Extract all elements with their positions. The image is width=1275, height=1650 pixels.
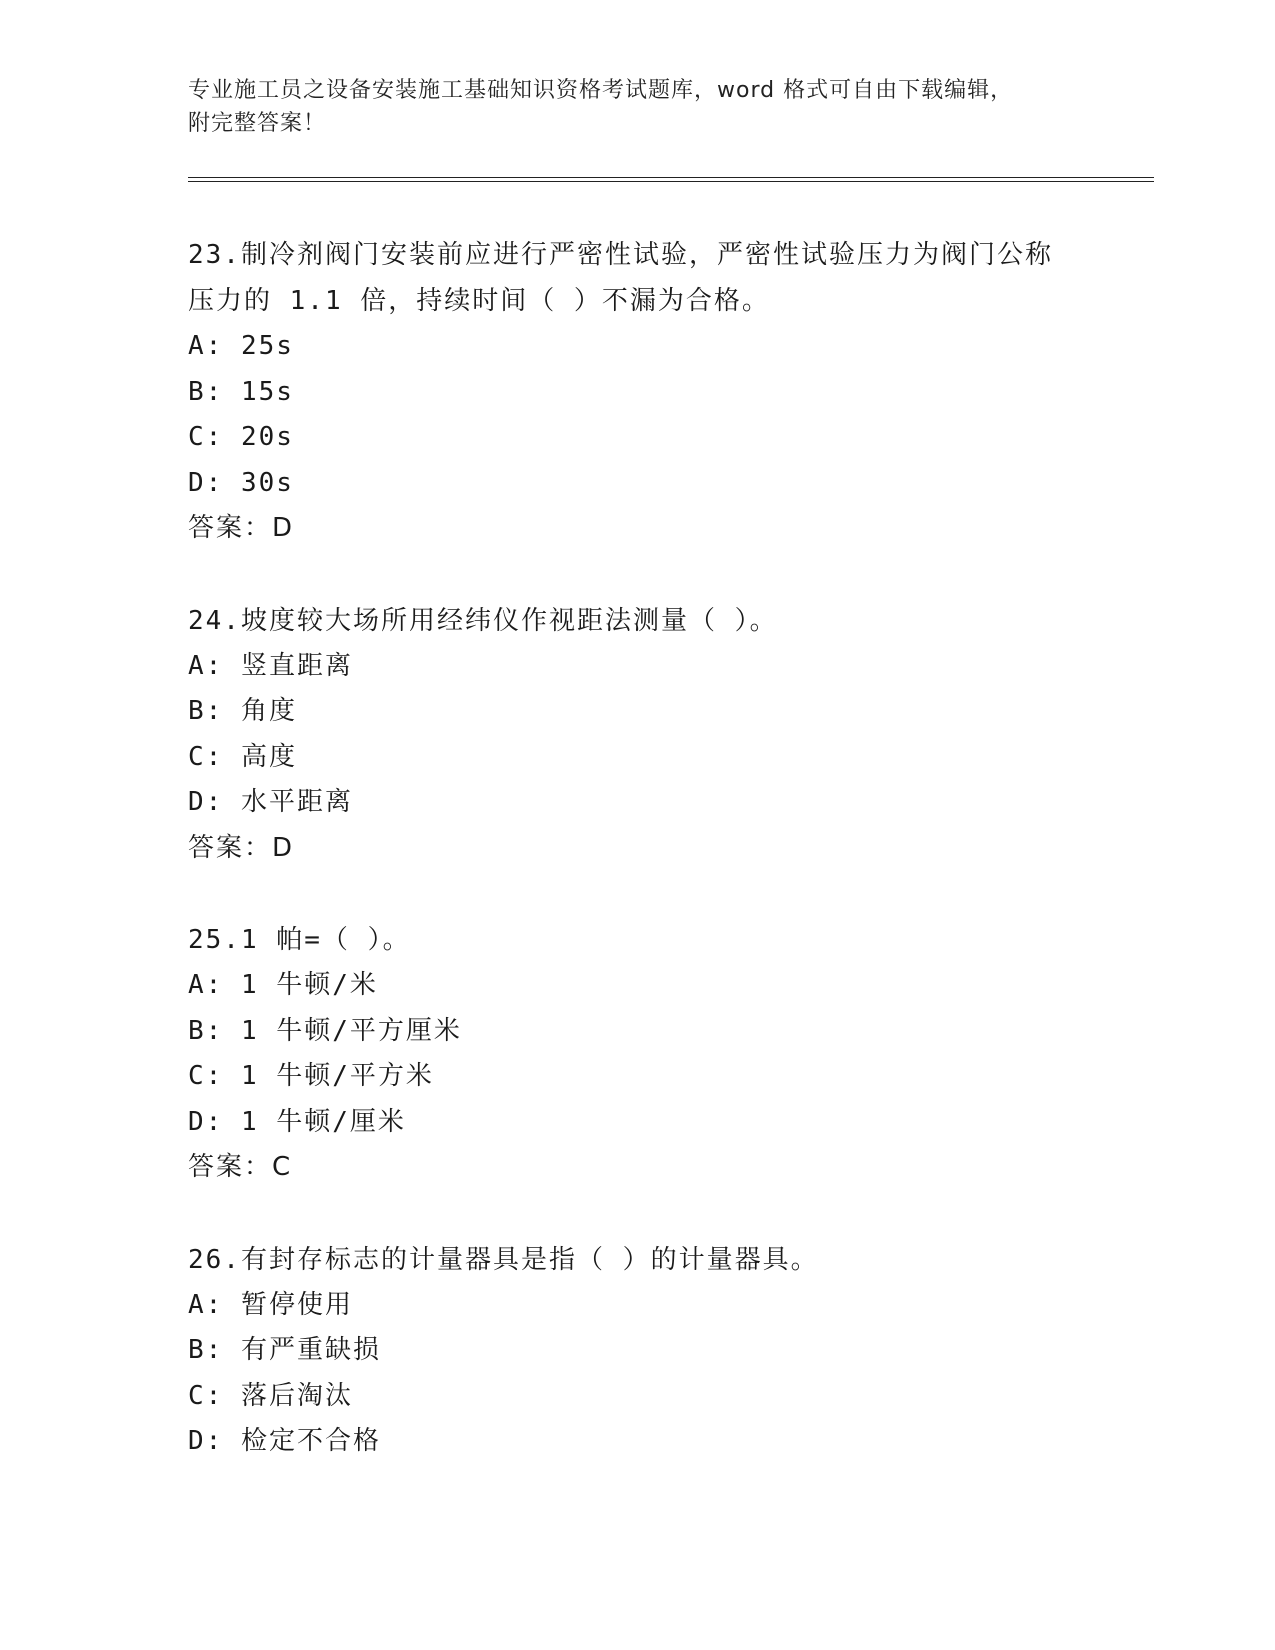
question-25: [188, 917, 1148, 1191]
question-26: [188, 1237, 1148, 1465]
option-c: C: 1 牛顿/平方米: [188, 1061, 434, 1091]
question-stem-continued: 压力的 1.1 倍，持续时间（ ）不漏为合格。: [188, 286, 770, 316]
option-b: B: 角度: [188, 696, 297, 726]
question-stem: 23.制冷剂阀门安装前应进行严密性试验，严密性试验压力为阀门公称: [188, 240, 1053, 270]
option-c: C: 落后淘汰: [188, 1380, 353, 1411]
answer: 答案：D: [188, 832, 295, 863]
option-a: A: 暂停使用: [188, 1289, 353, 1320]
option-c: C: 高度: [188, 741, 297, 772]
option-a: A: 1 牛顿/米: [188, 970, 378, 1000]
question-spacer: [188, 1191, 1148, 1237]
option-d: D: 1 牛顿/厘米: [188, 1106, 406, 1137]
question-spacer: [188, 552, 1148, 598]
option-d: D: 30s: [188, 467, 294, 498]
option-d: D: 水平距离: [188, 787, 353, 817]
header-divider-top: [188, 177, 1154, 178]
answer: 答案：D: [188, 513, 295, 543]
header-line-1: 专业施工员之设备安装施工基础知识资格考试题库，word 格式可自由下载编辑，: [188, 78, 1014, 103]
header-divider-bottom: [188, 181, 1154, 182]
question-list: [188, 232, 1148, 1465]
option-c: C: 20s: [188, 422, 294, 452]
option-b: B: 15s: [188, 376, 294, 407]
document-header: [188, 74, 1088, 140]
question-stem: 24.坡度较大场所用经纬仪作视距法测量（ ）。: [188, 605, 778, 636]
option-b: B: 有严重缺损: [188, 1335, 381, 1365]
question-stem: 26.有封存标志的计量器具是指（ ）的计量器具。: [188, 1244, 819, 1275]
option-d: D: 检定不合格: [188, 1426, 381, 1456]
option-b: B: 1 牛顿/平方厘米: [188, 1015, 462, 1046]
question-23: [188, 232, 1148, 552]
question-24: [188, 598, 1148, 872]
question-stem: 25.1 帕=（ ）。: [188, 925, 411, 955]
answer: 答案：C: [188, 1152, 293, 1182]
question-spacer: [188, 871, 1148, 917]
header-line-2: 附完整答案！: [188, 111, 327, 136]
option-a: A: 竖直距离: [188, 650, 353, 681]
option-a: A: 25s: [188, 331, 294, 361]
